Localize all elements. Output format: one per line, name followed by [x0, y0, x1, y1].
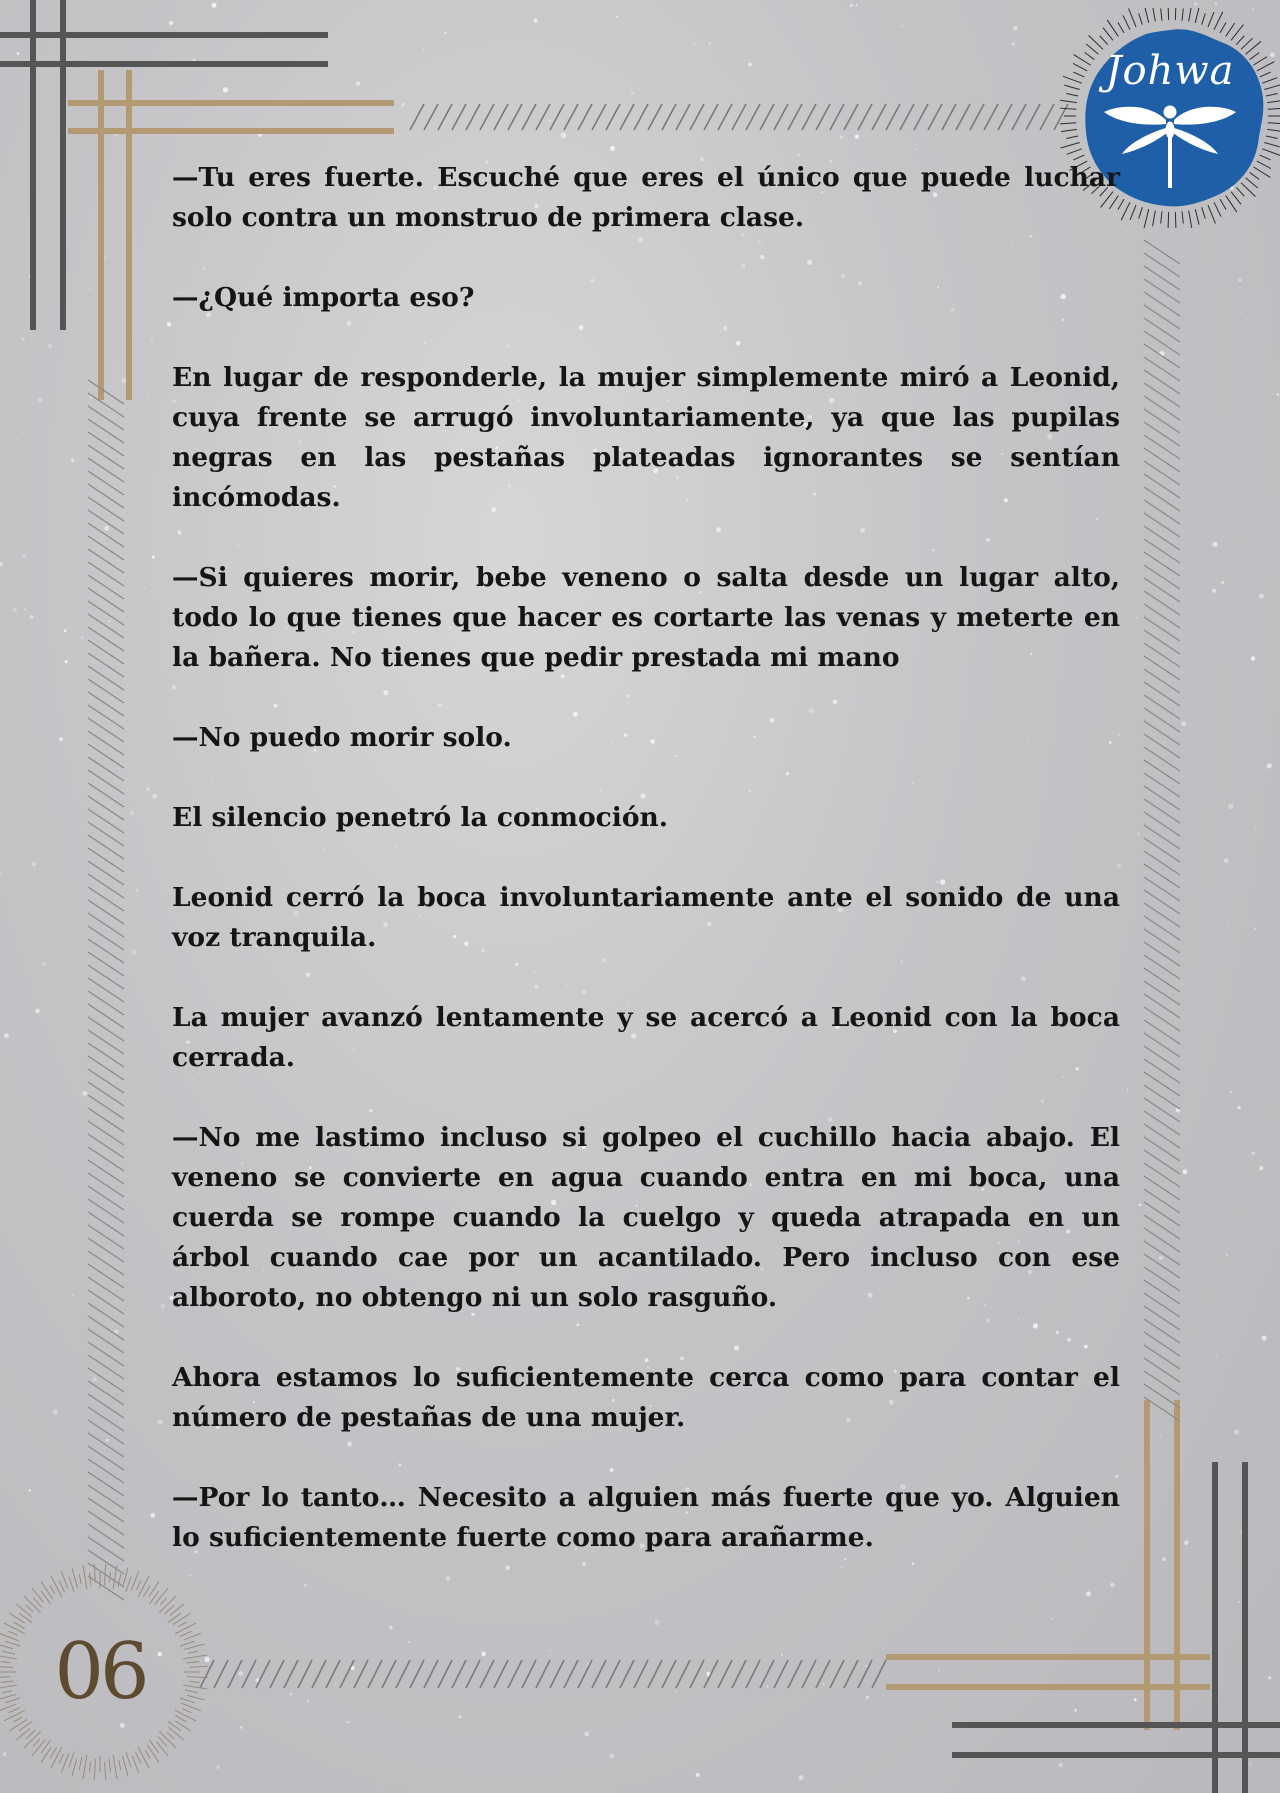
right-hatch-border — [1144, 240, 1180, 1421]
paragraph: El silencio penetró la conmoción. — [172, 802, 669, 833]
paragraph: Leonid cerró la boca involuntariamente ante el sonido de una voz tranquila. — [172, 882, 1120, 953]
page-number: 06 — [54, 1627, 146, 1717]
bottom-hatch-border — [200, 1660, 886, 1688]
paragraph: —Tu eres fuerte. Escuché que eres el único que puede luchar solo contra un monstruo de primera clase. — [172, 162, 1120, 233]
top-hatch-border — [410, 104, 1068, 130]
paragraph: —Si quieres morir, bebe veneno o salta desde un lugar alto, todo lo que tienes que hacer es cortarte las venas y meterte en la bañera. No tienes que pedir prestada mi mano — [172, 562, 1120, 673]
paragraph: —Por lo tanto… Necesito a alguien más fuerte que yo. Alguien lo suficientemente fuerte como para arañarme. — [172, 1482, 1120, 1553]
story-text — [172, 158, 1120, 1598]
paragraph: La mujer avanzó lentamente y se acercó a Leonid con la boca cerrada. — [172, 1002, 1120, 1073]
left-hatch-border — [88, 380, 124, 1600]
paragraph: —¿Qué importa eso? — [172, 282, 475, 313]
paragraph: —No puedo morir solo. — [172, 722, 512, 753]
paragraph: En lugar de responderle, la mujer simplemente miró a Leonid, cuya frente se arrugó involuntariamente, ya que las pupilas negras en las pestañas plateadas ignorantes se sentían incómodas. — [172, 362, 1120, 513]
logo-text: Johwa — [1105, 48, 1235, 94]
paragraph: —No me lastimo incluso si golpeo el cuchillo hacia abajo. El veneno se convierte en agua cuando entra en mi boca, una cuerda se rompe cuando la cuelgo y queda atrapada en un árbol cuando cae por un acantilado. Pero incluso con ese alboroto, no obtengo ni un solo rasguño. — [172, 1122, 1120, 1313]
paragraph: Ahora estamos lo suficientemente cerca como para contar el número de pestañas de una mujer. — [172, 1362, 1120, 1433]
